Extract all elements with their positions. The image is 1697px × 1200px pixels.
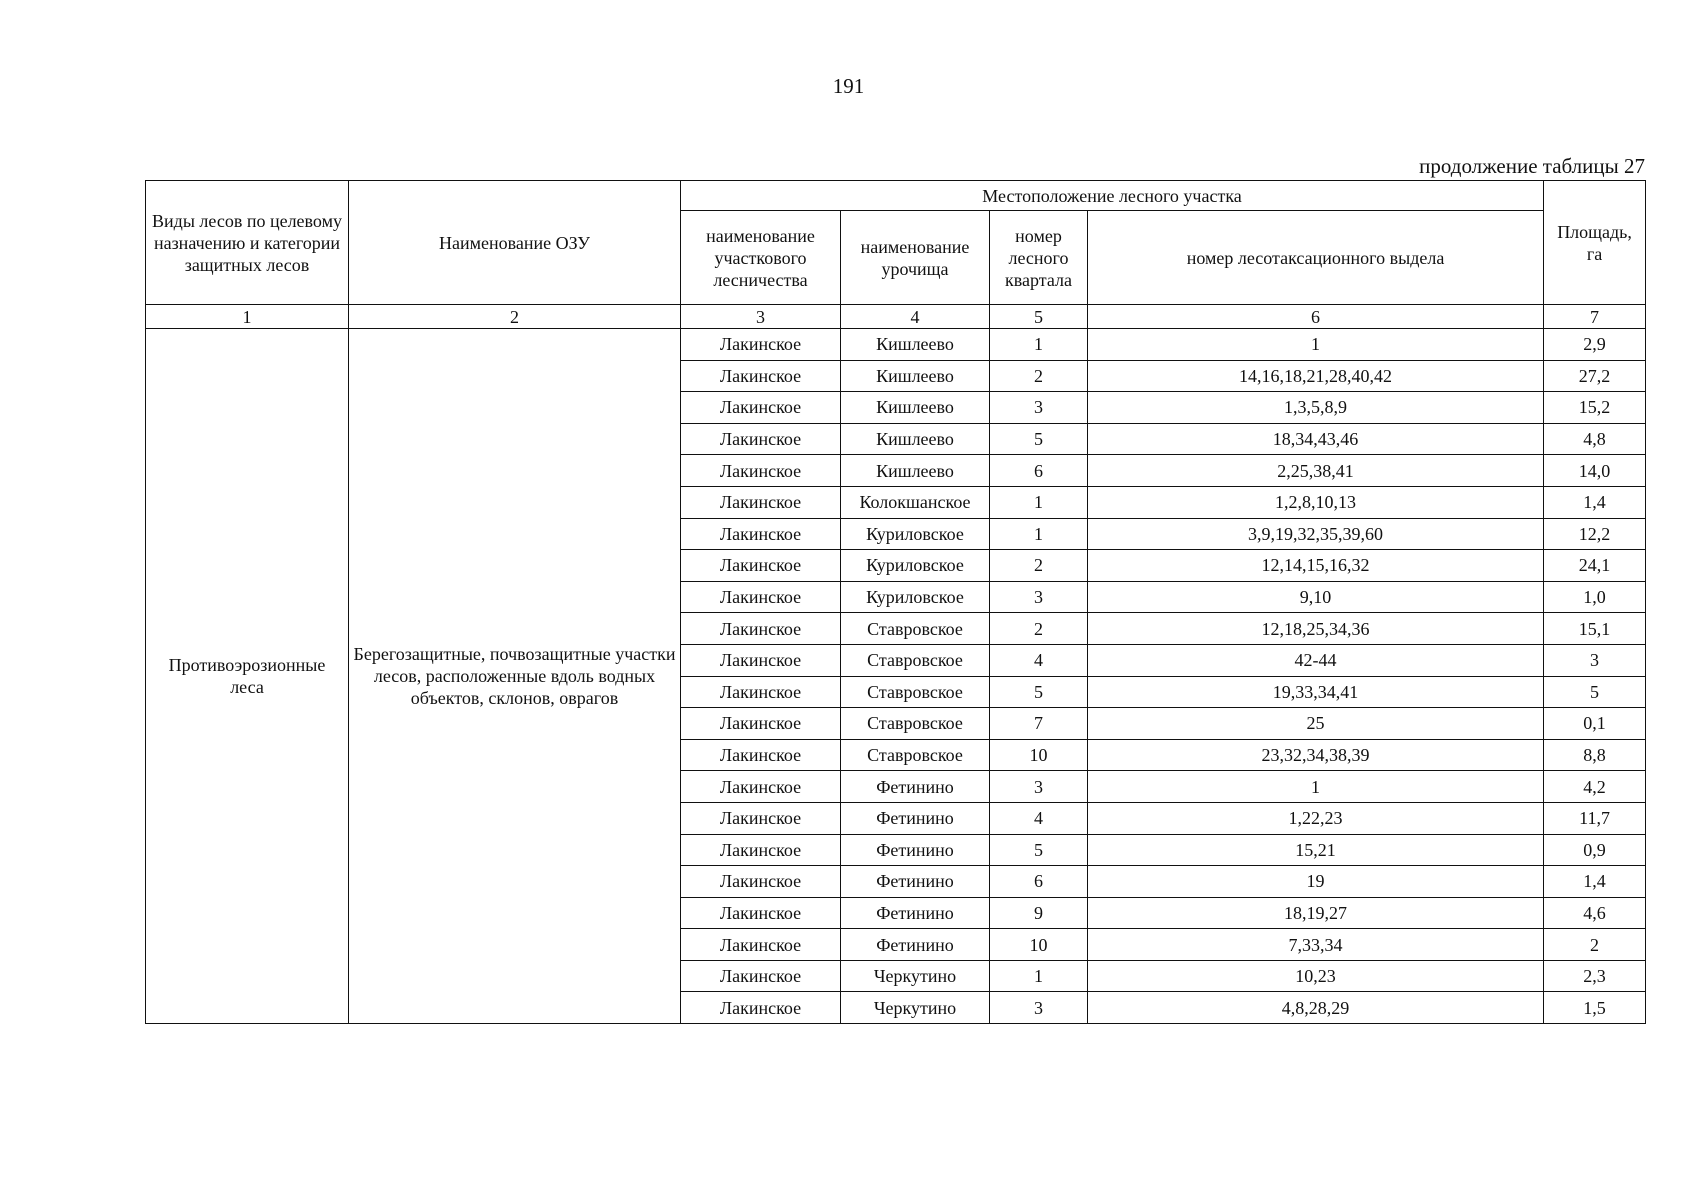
plots-cell: 23,32,34,38,39 [1088, 739, 1544, 771]
area-cell: 5 [1544, 676, 1646, 708]
column-number: 7 [1544, 305, 1646, 329]
tract-cell: Куриловское [841, 518, 990, 550]
continuation-label: продолжение таблицы 27 [1419, 154, 1645, 178]
column-number: 6 [1088, 305, 1544, 329]
quarter-cell: 10 [990, 929, 1088, 961]
area-cell: 1,4 [1544, 486, 1646, 518]
area-cell: 4,2 [1544, 771, 1646, 803]
header-location-group: Местоположение лесного участка [681, 181, 1544, 211]
tract-cell: Ставровское [841, 613, 990, 645]
forestry-cell: Лакинское [681, 676, 841, 708]
area-cell: 14,0 [1544, 455, 1646, 487]
plots-cell: 18,19,27 [1088, 897, 1544, 929]
forestry-cell: Лакинское [681, 897, 841, 929]
tract-cell: Ставровское [841, 644, 990, 676]
quarter-cell: 3 [990, 581, 1088, 613]
column-number: 3 [681, 305, 841, 329]
forestry-cell: Лакинское [681, 929, 841, 961]
tract-cell: Кишлеево [841, 360, 990, 392]
plots-cell: 42-44 [1088, 644, 1544, 676]
quarter-cell: 1 [990, 518, 1088, 550]
plots-cell: 9,10 [1088, 581, 1544, 613]
area-cell: 24,1 [1544, 550, 1646, 582]
forestry-cell: Лакинское [681, 992, 841, 1024]
quarter-cell: 1 [990, 486, 1088, 518]
forest-plots-table [145, 180, 1646, 1024]
tract-cell: Кишлеево [841, 423, 990, 455]
tract-cell: Ставровское [841, 676, 990, 708]
plots-cell: 25 [1088, 708, 1544, 740]
area-cell: 15,2 [1544, 392, 1646, 424]
forestry-cell: Лакинское [681, 739, 841, 771]
quarter-cell: 3 [990, 992, 1088, 1024]
tract-cell: Куриловское [841, 550, 990, 582]
area-cell: 15,1 [1544, 613, 1646, 645]
plots-cell: 7,33,34 [1088, 929, 1544, 961]
quarter-cell: 2 [990, 613, 1088, 645]
header-quarter: номер лесного квартала [990, 211, 1088, 305]
plots-cell: 1 [1088, 329, 1544, 361]
column-number: 1 [146, 305, 349, 329]
forestry-cell: Лакинское [681, 802, 841, 834]
plots-cell: 1,22,23 [1088, 802, 1544, 834]
tract-cell: Кишлеево [841, 329, 990, 361]
header-plots: номер лесотаксационного выдела [1088, 211, 1544, 305]
tract-cell: Кишлеево [841, 392, 990, 424]
quarter-cell: 5 [990, 423, 1088, 455]
page-number: 191 [832, 74, 865, 98]
area-cell: 12,2 [1544, 518, 1646, 550]
forestry-cell: Лакинское [681, 329, 841, 361]
ozu-name-cell: Берегозащитные, почвозащитные участки лесов, расположенные вдоль водных объектов, склонов, оврагов [349, 329, 681, 1024]
plots-cell: 15,21 [1088, 834, 1544, 866]
forestry-cell: Лакинское [681, 866, 841, 898]
tract-cell: Фетинино [841, 802, 990, 834]
forestry-cell: Лакинское [681, 613, 841, 645]
header-tract: наименование урочища [841, 211, 990, 305]
area-cell: 2,9 [1544, 329, 1646, 361]
tract-cell: Ставровское [841, 708, 990, 740]
plots-cell: 12,18,25,34,36 [1088, 613, 1544, 645]
column-number-row [146, 305, 1646, 329]
tract-cell: Фетинино [841, 866, 990, 898]
forest-type-cell: Противоэрозионные леса [146, 329, 349, 1024]
tract-cell: Фетинино [841, 834, 990, 866]
forestry-cell: Лакинское [681, 771, 841, 803]
quarter-cell: 1 [990, 329, 1088, 361]
plots-cell: 18,34,43,46 [1088, 423, 1544, 455]
tract-cell: Ставровское [841, 739, 990, 771]
quarter-cell: 2 [990, 550, 1088, 582]
plots-cell: 19 [1088, 866, 1544, 898]
area-cell: 0,1 [1544, 708, 1646, 740]
quarter-cell: 4 [990, 802, 1088, 834]
quarter-cell: 3 [990, 771, 1088, 803]
tract-cell: Черкутино [841, 992, 990, 1024]
forestry-cell: Лакинское [681, 392, 841, 424]
forestry-cell: Лакинское [681, 423, 841, 455]
forestry-cell: Лакинское [681, 834, 841, 866]
tract-cell: Черкутино [841, 960, 990, 992]
forestry-cell: Лакинское [681, 644, 841, 676]
header-ozu-name: Наименование ОЗУ [349, 181, 681, 305]
area-cell: 1,4 [1544, 866, 1646, 898]
forestry-cell: Лакинское [681, 518, 841, 550]
area-cell: 27,2 [1544, 360, 1646, 392]
plots-cell: 1 [1088, 771, 1544, 803]
plots-cell: 1,2,8,10,13 [1088, 486, 1544, 518]
quarter-cell: 1 [990, 960, 1088, 992]
plots-cell: 10,23 [1088, 960, 1544, 992]
quarter-cell: 7 [990, 708, 1088, 740]
area-cell: 4,8 [1544, 423, 1646, 455]
area-cell: 11,7 [1544, 802, 1646, 834]
table-body [146, 329, 1646, 1024]
quarter-cell: 4 [990, 644, 1088, 676]
quarter-cell: 3 [990, 392, 1088, 424]
plots-cell: 14,16,18,21,28,40,42 [1088, 360, 1544, 392]
tract-cell: Фетинино [841, 897, 990, 929]
area-cell: 0,9 [1544, 834, 1646, 866]
plots-cell: 3,9,19,32,35,39,60 [1088, 518, 1544, 550]
forestry-cell: Лакинское [681, 708, 841, 740]
column-number: 2 [349, 305, 681, 329]
plots-cell: 4,8,28,29 [1088, 992, 1544, 1024]
quarter-cell: 5 [990, 834, 1088, 866]
area-cell: 8,8 [1544, 739, 1646, 771]
area-cell: 2 [1544, 929, 1646, 961]
forestry-cell: Лакинское [681, 455, 841, 487]
area-cell: 1,0 [1544, 581, 1646, 613]
column-number: 5 [990, 305, 1088, 329]
quarter-cell: 10 [990, 739, 1088, 771]
forestry-cell: Лакинское [681, 486, 841, 518]
quarter-cell: 5 [990, 676, 1088, 708]
plots-cell: 19,33,34,41 [1088, 676, 1544, 708]
area-cell: 1,5 [1544, 992, 1646, 1024]
header-row-1 [146, 181, 1646, 211]
forestry-cell: Лакинское [681, 960, 841, 992]
plots-cell: 2,25,38,41 [1088, 455, 1544, 487]
header-area: Площадь, га [1544, 181, 1646, 305]
forestry-cell: Лакинское [681, 360, 841, 392]
quarter-cell: 2 [990, 360, 1088, 392]
tract-cell: Кишлеево [841, 455, 990, 487]
tract-cell: Колокшанское [841, 486, 990, 518]
plots-cell: 1,3,5,8,9 [1088, 392, 1544, 424]
area-cell: 4,6 [1544, 897, 1646, 929]
table-row [146, 329, 1646, 361]
forestry-cell: Лакинское [681, 581, 841, 613]
tract-cell: Фетинино [841, 771, 990, 803]
quarter-cell: 6 [990, 455, 1088, 487]
column-number: 4 [841, 305, 990, 329]
header-forest-type: Виды лесов по целевому назначению и категории защитных лесов [146, 181, 349, 305]
quarter-cell: 6 [990, 866, 1088, 898]
header-forestry: наименование участкового лесничества [681, 211, 841, 305]
area-cell: 2,3 [1544, 960, 1646, 992]
tract-cell: Куриловское [841, 581, 990, 613]
area-cell: 3 [1544, 644, 1646, 676]
forestry-cell: Лакинское [681, 550, 841, 582]
plots-cell: 12,14,15,16,32 [1088, 550, 1544, 582]
quarter-cell: 9 [990, 897, 1088, 929]
tract-cell: Фетинино [841, 929, 990, 961]
